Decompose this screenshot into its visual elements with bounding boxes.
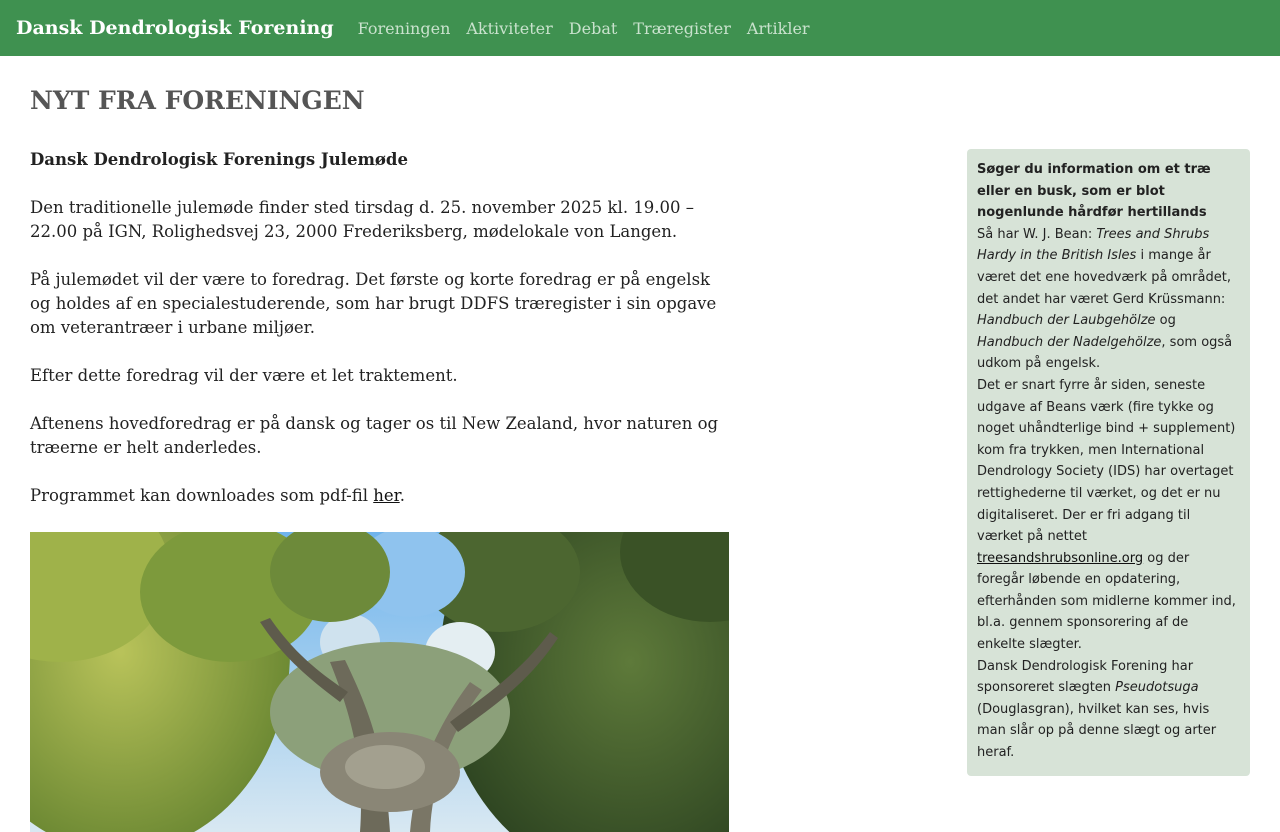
article-heading: Dansk Dendrologisk Forenings Julemøde [30,150,408,169]
book-title-laubgeholze: Handbuch der Laubgehölze [977,313,1156,329]
sidebar-paragraph-1 [977,224,1240,375]
sidebar-text: Det er snart fyrre år siden, seneste udgave af Beans værk (fire tykke og noget uhåndterlige bind + supplement) kom fra trykken, men International Dendrology Society (IDS) har overtaget rettighederne til værket, og det er nu digitaliseret. Der er fri adgang til værket på nettet [977,377,1236,545]
sidebar-paragraph-3 [977,656,1240,764]
genus-name: Pseudotsuga [1115,680,1199,696]
sidebar-text: Så har W. J. Bean: [977,226,1097,242]
sidebar-text: , som også udkom på engelsk. [977,334,1233,372]
pdf-download-link[interactable]: her [373,486,400,505]
article-paragraph-3: Efter dette foredrag vil der være et let traktement. [30,366,458,385]
nav-debat[interactable]: Debat [568,18,618,38]
nav-foreningen[interactable]: Foreningen [357,18,451,38]
page-content [30,56,1250,761]
sidebar-paragraph-2 [977,375,1240,656]
article-paragraph-5 [30,484,730,508]
news-article [30,148,730,832]
sidebar-text: (Douglasgran), hvilket kan ses, hvis man slår op på denne slægt og arter heraf. [977,701,1217,761]
sidebar-text: Dansk Dendrologisk Forening har sponsoreret slægten [977,658,1194,696]
article-paragraph-4: Aftenens hovedforedrag er på dansk og tager os til New Zealand, hvor naturen og træerne er helt anderledes. [30,414,719,457]
sidebar-heading: Søger du information om et træ eller en busk, som er blot nogenlunde hårdfør hertillands [977,162,1211,221]
sidebar-text: i mange år været det ene hovedværk på området, det andet har været Gerd Krüssmann: [977,248,1231,307]
download-text-end: . [399,486,405,505]
top-navbar [0,0,1280,56]
info-sidebar [967,149,1250,776]
nav-artikler[interactable]: Artikler [746,18,810,38]
main-nav [350,19,818,38]
trees-and-shrubs-online-link[interactable]: treesandshrubsonline.org [977,550,1144,566]
book-title-nadelgeholze: Handbuch der Nadelgehölze [977,334,1162,350]
article-paragraph-1: Den traditionelle julemøde finder sted tirsdag d. 25. november 2025 kl. 19.00 – 22.00 på IGN, Rolighedsvej 23, 2000 Frederiksberg, mødelokale von Langen. [30,198,695,241]
nav-traeregister[interactable]: Træregister [633,18,731,38]
nav-aktiviteter[interactable]: Aktiviteter [466,18,553,38]
page-title: NYT FRA FORENINGEN [30,86,365,115]
article-paragraph-2: På julemødet vil der være to foredrag. Det første og korte foredrag er på engelsk og holdes af en specialestuderende, som har brugt DDFS træregister i sin opgave om veterantræer i urbane miljøer. [30,270,717,337]
sidebar-text: og der foregår løbende en opdatering, efterhånden som midlerne kommer ind, bl.a. gennem sponsorering af de enkelte slægter. [977,550,1236,653]
sidebar-text: og [1155,313,1176,329]
brand-link[interactable]: Dansk Dendrologisk Forening [16,17,334,39]
book-title-bean: Trees and Shrubs Hardy in the British Isles [977,226,1210,264]
tree-photo-graphic [30,532,729,832]
tree-canopy-photo [30,532,729,832]
download-text: Programmet kan downloades som pdf-fil [30,486,374,505]
